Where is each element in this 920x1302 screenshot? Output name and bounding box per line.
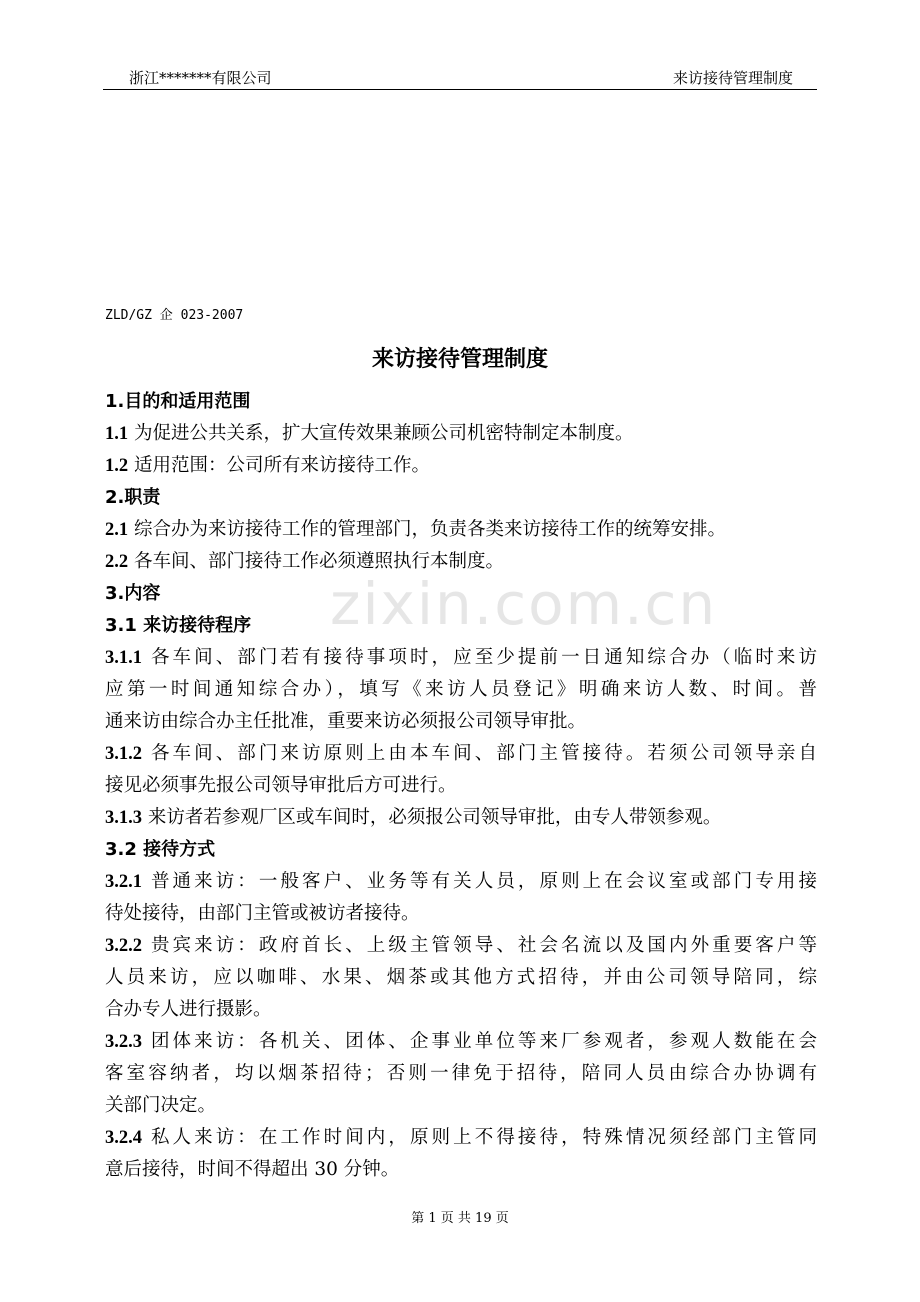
body-line xyxy=(105,514,817,546)
line-text: 各车间、部门来访原则上由本车间、部门主管接待。若须公司领导亲自 xyxy=(142,743,817,764)
body-line xyxy=(105,962,817,994)
line-text: 3.1 来访接待程序 xyxy=(105,615,252,636)
line-text: 合办专人进行摄影。 xyxy=(105,999,272,1020)
line-text: 接见必须事先报公司领导审批后方可进行。 xyxy=(105,775,457,796)
line-text: 待处接待，由部门主管或被访者接待。 xyxy=(105,903,420,924)
line-text: 人员来访，应以咖啡、水果、烟茶或其他方式招待，并由公司领导陪同，综 xyxy=(105,967,817,988)
clause-number: 3.2.3 xyxy=(105,1032,142,1052)
clause-number: 3.1.2 xyxy=(105,744,142,764)
line-text: 3.内容 xyxy=(105,583,161,604)
document-body xyxy=(105,386,817,1186)
clause-number: 3.2.4 xyxy=(105,1128,142,1148)
page-header xyxy=(103,63,817,90)
body-line xyxy=(105,674,817,706)
line-text: 适用范围：公司所有来访接待工作。 xyxy=(128,455,431,476)
line-text: 客室容纳者，均以烟茶招待；否则一律免于招待，陪同人员由综合办协调有 xyxy=(105,1063,817,1084)
document-title: 来访接待管理制度 xyxy=(371,347,548,372)
body-line xyxy=(105,418,817,450)
line-text: 为促进公共关系，扩大宣传效果兼顾公司机密特制定本制度。 xyxy=(128,423,634,444)
header-company: 浙江*******有限公司 xyxy=(129,69,272,87)
body-line xyxy=(105,1026,817,1058)
line-text: 通来访由综合办主任批准，重要来访必须报公司领导审批。 xyxy=(105,711,587,732)
clause-number: 3.1.3 xyxy=(105,808,142,828)
body-line xyxy=(105,1122,817,1154)
line-text: 各车间、部门接待工作必须遵照执行本制度。 xyxy=(128,551,505,572)
section-heading xyxy=(105,610,817,642)
section-heading xyxy=(105,834,817,866)
body-line xyxy=(105,450,817,482)
section-heading xyxy=(105,386,817,418)
line-text: 应第一时间通知综合办），填写《来访人员登记》明确来访人数、时间。普 xyxy=(105,679,817,700)
line-text: 来访者若参观厂区或车间时，必须报公司领导审批，由专人带领参观。 xyxy=(142,807,722,828)
line-text: 综合办为来访接待工作的管理部门，负责各类来访接待工作的统筹安排。 xyxy=(128,519,727,540)
body-line xyxy=(105,898,817,930)
line-text: 普通来访：一般客户、业务等有关人员，原则上在会议室或部门专用接 xyxy=(142,871,817,892)
body-line xyxy=(105,1090,817,1122)
clause-number: 3.2.2 xyxy=(105,936,142,956)
body-line xyxy=(105,770,817,802)
line-text: 2.职责 xyxy=(105,487,161,508)
clause-number: 1.2 xyxy=(105,456,129,476)
line-text: 意后接待，时间不得超出 30 分钟。 xyxy=(105,1159,400,1180)
body-line xyxy=(105,930,817,962)
body-line xyxy=(105,994,817,1026)
body-line xyxy=(105,642,817,674)
watermark: zixin.com.cn xyxy=(330,570,718,638)
document-number: ZLD/GZ 企 023-2007 xyxy=(105,308,244,323)
line-text: 关部门决定。 xyxy=(105,1095,217,1116)
header-doc-title: 来访接待管理制度 xyxy=(672,69,793,87)
line-text: 团体来访：各机关、团体、企事业单位等来厂参观者，参观人数能在会 xyxy=(142,1031,817,1052)
body-line xyxy=(105,866,817,898)
body-line xyxy=(105,546,817,578)
line-text: 各车间、部门若有接待事项时，应至少提前一日通知综合办（临时来访 xyxy=(142,647,817,668)
body-line xyxy=(105,1058,817,1090)
body-line xyxy=(105,706,817,738)
clause-number: 2.2 xyxy=(105,552,129,572)
line-text: 贵宾来访：政府首长、上级主管领导、社会名流以及国内外重要客户等 xyxy=(142,935,817,956)
page-footer: 第 1 页 共 19 页 xyxy=(411,1211,509,1226)
clause-number: 1.1 xyxy=(105,424,129,444)
line-text: 私人来访：在工作时间内，原则上不得接待，特殊情况须经部门主管同 xyxy=(142,1127,817,1148)
line-text: 1.目的和适用范围 xyxy=(105,391,251,412)
clause-number: 2.1 xyxy=(105,520,129,540)
body-line xyxy=(105,738,817,770)
section-heading xyxy=(105,578,817,610)
clause-number: 3.1.1 xyxy=(105,648,142,668)
line-text: 3.2 接待方式 xyxy=(105,839,216,860)
body-line xyxy=(105,802,817,834)
section-heading xyxy=(105,482,817,514)
clause-number: 3.2.1 xyxy=(105,872,142,892)
body-line xyxy=(105,1154,817,1186)
